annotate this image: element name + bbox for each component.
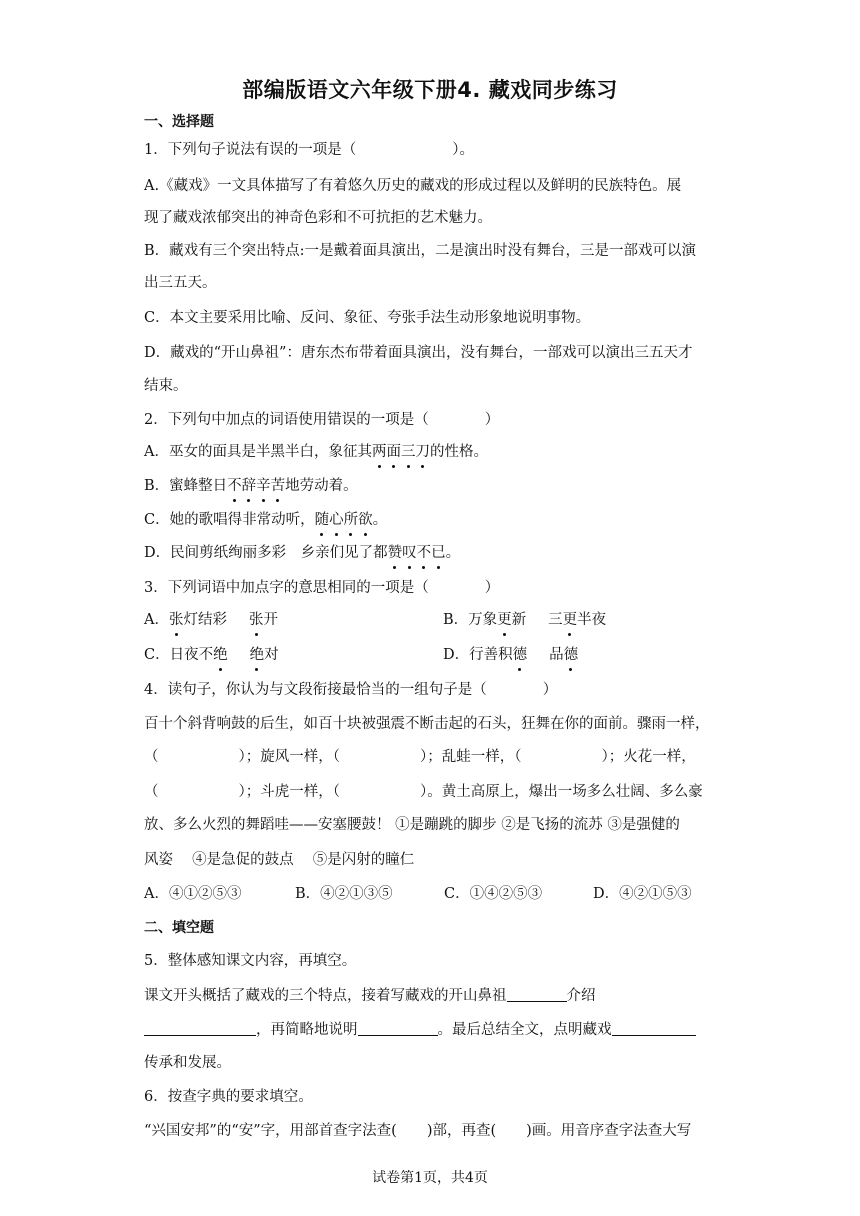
question-4-passage-4: 放、多么火烈的舞蹈哇——安塞腰鼓！ ①是蹦跳的脚步 ②是飞扬的流苏 ③是强健的 [144,817,680,833]
question-5-line-3: 传承和发展。 [144,1055,231,1071]
question-2-stem: 2．下列句中加点的词语使用错误的一项是（ ） [144,412,500,428]
answer-blank[interactable] [507,987,567,1002]
question-1-stem: 1．下列句子说法有误的一项是（ ）。 [144,142,474,158]
question-2-option-c: C．她的歌唱得非常动听，随心所欲。 [144,512,388,528]
question-3-stem: 3．下列词语中加点字的意思相同的一项是（ ） [144,580,500,596]
question-1-option-d: D．藏戏的“开山鼻祖”：唐东杰布带着面具演出，没有舞台，一部戏可以演出三五天才 [144,345,693,361]
question-4-option-a: A．④①②⑤③ [144,886,242,902]
question-1-option-a-cont: 现了藏戏浓郁突出的神奇色彩和不可抗拒的艺术魅力。 [144,210,492,226]
question-4-passage-2: （ ）；旋风一样，（ ）；乱蛙一样，（ ）；火花一样， [144,749,696,765]
answer-blank[interactable] [612,1021,696,1036]
answer-blank[interactable] [358,1021,438,1036]
question-6-stem: 6．按查字典的要求填空。 [144,1089,313,1105]
question-4-option-b: B．④②①③⑤ [295,886,393,902]
section-heading-fill: 二、填空题 [144,920,214,936]
question-3-option-c: C．日夜不绝 绝对 [144,647,279,663]
question-4-option-c: C．①④②⑤③ [444,886,543,902]
question-4-passage-1: 百十个斜背响鼓的后生，如百十块被强震不断击起的石头，狂舞在你的面前。骤雨一样， [144,716,710,732]
question-2-option-a: A．巫女的面具是半黑半白，象征其两面三刀的性格。 [144,444,488,460]
question-1-option-b: B．藏戏有三个突出特点:一是戴着面具演出，二是演出时没有舞台，三是一部戏可以演 [144,243,697,259]
question-2-option-b: B．蜜蜂整日不辞辛苦地劳动着。 [144,478,358,494]
question-1-option-c: C．本文主要采用比喻、反问、象征、夸张手法生动形象地说明事物。 [144,310,591,326]
question-4-passage-3: （ ）；斗虎一样，（ ）。黄土高原上，爆出一场多么壮阔、多么豪 [144,784,703,800]
question-5-line-2: ，再简略地说明 。最后总结全文，点明藏戏 [144,1020,696,1040]
page-title: 部编版语文六年级下册4. 藏戏同步练习 [242,78,618,102]
question-1-option-a: A.《藏戏》一文具体描写了有着悠久历史的藏戏的形成过程以及鲜明的民族特色。展 [144,178,682,194]
question-3-option-b: B．万象更新 三更半夜 [443,612,607,628]
question-5-stem: 5．整体感知课文内容，再填空。 [144,953,357,969]
question-4-option-d: D．④②①⑤③ [593,886,692,902]
page-footer: 试卷第1页，共4页 [372,1170,488,1186]
question-3-option-d: D．行善积德 品德 [443,647,579,663]
question-6-line-1: “兴国安邦”的“安”字，用部首查字法查( )部，再查( )画。用音序查字法查大写 [144,1123,692,1139]
question-5-line-1: 课文开头概括了藏戏的三个特点，接着写藏戏的开山鼻祖 介绍 [144,988,596,1004]
section-heading-choice: 一、选择题 [144,114,214,130]
answer-blank[interactable] [144,1021,256,1036]
question-4-passage-5: 风姿 ④是急促的鼓点 ⑤是闪射的瞳仁 [144,852,415,868]
question-1-option-b-cont: 出三五天。 [144,275,217,291]
question-3-option-a: A．张灯结彩 张开 [144,612,278,628]
question-4-stem: 4．读句子，你认为与文段衔接最恰当的一组句子是（ ） [144,682,558,698]
question-1-option-d-cont: 结束。 [144,378,188,394]
question-2-option-d: D．民间剪纸绚丽多彩 乡亲们见了都赞叹不已。 [144,545,461,561]
